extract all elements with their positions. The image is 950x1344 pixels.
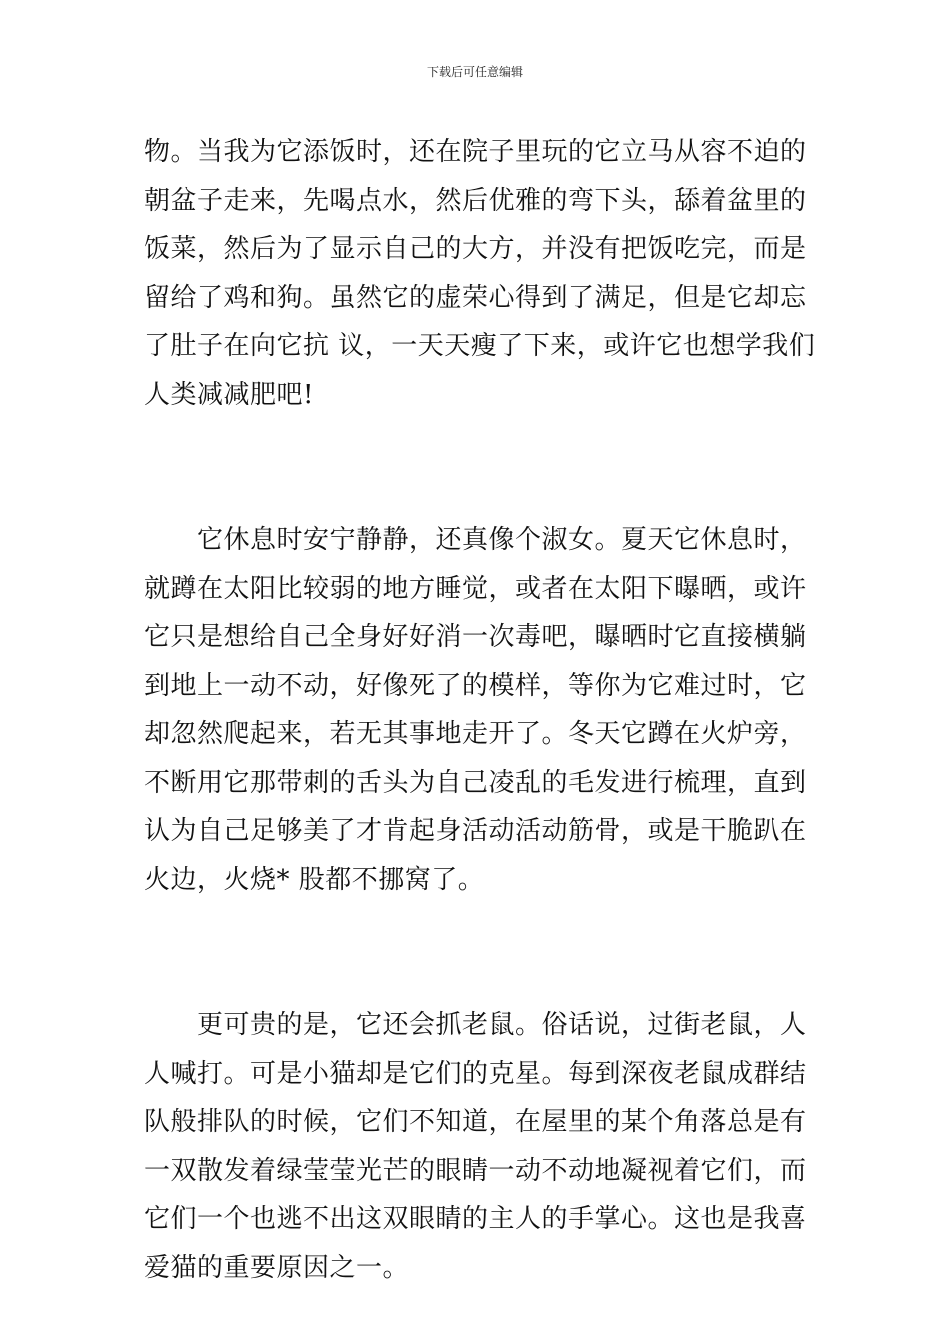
paragraph-2 — [144, 516, 814, 904]
text-line: 它只是想给自己全身好好消一次毒吧，曝晒时它直接横躺 — [144, 622, 807, 652]
document-body — [144, 128, 814, 1292]
text-line: 物。当我为它添饭时，还在院子里玩的它立马从容不迫的 — [144, 137, 807, 167]
paragraph-gap — [144, 904, 814, 1001]
text-line: 却忽然爬起来，若无其事地走开了。冬天它蹲在火炉旁， — [144, 719, 807, 749]
text-line: 了肚子在向它抗 议，一天天瘦了下来，或许它也想学我们 — [144, 331, 816, 361]
paragraph-3 — [144, 1001, 814, 1292]
text-line: 留给了鸡和狗。虽然它的虚荣心得到了满足，但是它却忘 — [144, 282, 807, 313]
text-line: 人类减减肥吧! — [144, 379, 314, 410]
text-line: 它们一个也逃不出这双眼睛的主人的手掌心。这也是我喜 — [144, 1204, 807, 1234]
paragraph-gap — [144, 419, 814, 516]
text-line: 认为自己足够美了才肯起身活动活动筋骨，或是干脆趴在 — [144, 816, 807, 846]
text-line: 不断用它那带刺的舌头为自己凌乱的毛发进行梳理，直到 — [144, 767, 807, 798]
text-line: 一双散发着绿莹莹光芒的眼睛一动不动地凝视着它们，而 — [144, 1155, 807, 1186]
text-line: 爱猫的重要原因之一。 — [144, 1252, 410, 1283]
text-line: 到地上一动不动，好像死了的模样，等你为它难过时，它 — [144, 670, 807, 701]
page-header: 下载后可任意编辑 — [426, 65, 523, 79]
text-line: 更可贵的是，它还会抓老鼠。俗话说，过街老鼠，人 — [144, 1010, 807, 1040]
text-line: 人喊打。可是小猫却是它们的克星。每到深夜老鼠成群结 — [144, 1058, 807, 1089]
text-line: 饭菜，然后为了显示自己的大方，并没有把饭吃完，而是 — [144, 234, 807, 264]
text-line: 它休息时安宁静静，还真像个淑女。夏天它休息时， — [144, 525, 807, 555]
text-line: 队般排队的时候，它们不知道，在屋里的某个角落总是有 — [144, 1107, 807, 1137]
text-line: 朝盆子走来，先喝点水，然后优雅的弯下头，舔着盆里的 — [144, 185, 807, 216]
paragraph-1 — [144, 128, 814, 419]
text-line: 火边，火烧* 股都不挪窝了。 — [144, 864, 485, 895]
text-line: 就蹲在太阳比较弱的地方睡觉，或者在太阳下曝晒，或许 — [144, 573, 807, 604]
